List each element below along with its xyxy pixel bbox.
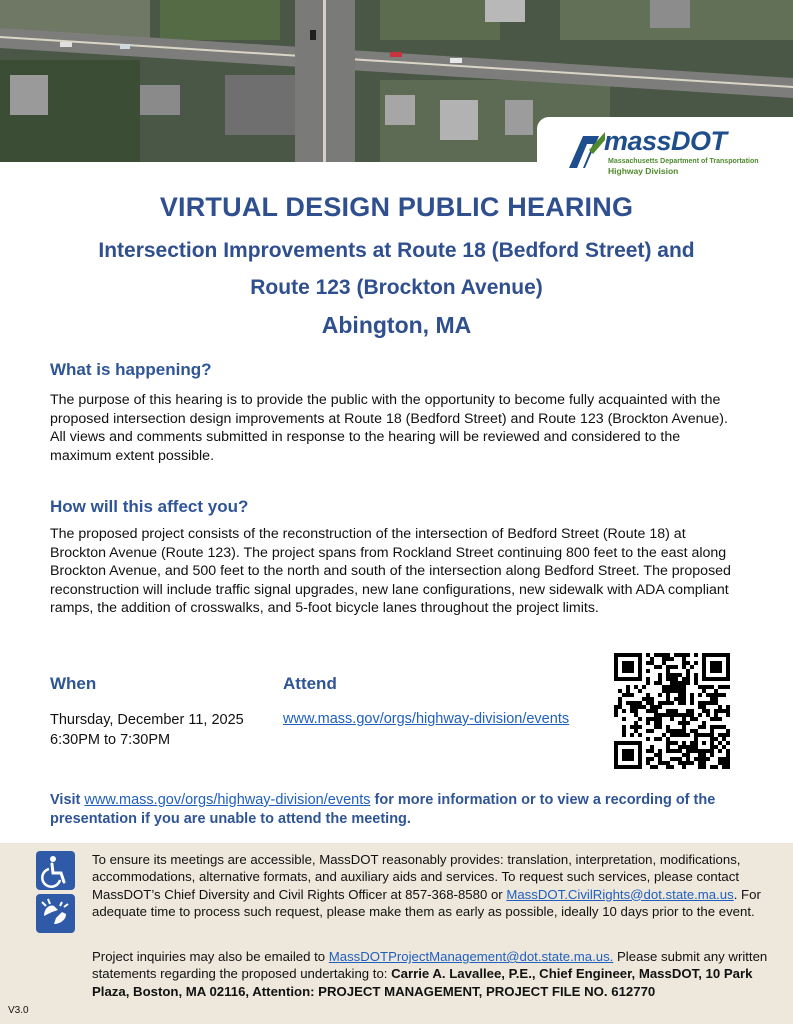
page-title: VIRTUAL DESIGN PUBLIC HEARING bbox=[159, 192, 634, 222]
how-affect-heading: How will this affect you? bbox=[50, 497, 249, 516]
visit-prefix: Visit bbox=[50, 792, 85, 808]
visit-link[interactable]: www.mass.gov/orgs/highway-division/events bbox=[84, 792, 371, 808]
accessibility-text-end: . For adequate time to process such request, please make them as early as possible, ideally 10 days prior to the event. bbox=[92, 886, 761, 919]
attend-link[interactable]: www.mass.gov/orgs/highway-division/events bbox=[283, 711, 570, 727]
subtitle-line-2: Route 123 (Brockton Avenue) bbox=[250, 276, 543, 299]
qr-code[interactable] bbox=[614, 653, 730, 769]
what-is-happening-body: The purpose of this hearing is to provide the public with the opportunity to become fully acquainted with the proposed intersection design improvements at Route 18 (Bedford Street) and Route 123 (Brockton Avenue). All views and comments submitted in response to the hearing will be reviewed and considered to the maximum extent possible. bbox=[50, 392, 728, 464]
inquiries-prefix: Project inquiries may also be emailed to bbox=[92, 949, 329, 964]
logo-division: Highway Division bbox=[608, 166, 679, 176]
location-title: Abington, MA bbox=[321, 312, 472, 338]
accessibility-text: To ensure its meetings are accessible, MassDOT reasonably provides: translation, interpretation, modifications, accommodations, alternative formats, and auxiliary aids and services. To request such services, please contact MassDOT’s Chief Diversity and Civil Rights Officer at 857-368-8580 or bbox=[92, 852, 741, 902]
when-heading: When bbox=[50, 674, 97, 693]
civil-rights-email-link[interactable]: MassDOT.CivilRights@dot.state.ma.us bbox=[506, 886, 734, 902]
what-is-happening-heading: What is happening? bbox=[50, 360, 212, 379]
sign-language-icon bbox=[36, 894, 75, 933]
massdot-logo bbox=[604, 128, 727, 155]
project-inquiries bbox=[92, 948, 772, 1000]
subtitle-line-1: Intersection Improvements at Route 18 (Bedford Street) and bbox=[98, 239, 695, 262]
how-affect-body: The proposed project consists of the reconstruction of the intersection of Bedford Street (Route 18) at Brockton Avenue (Route 123). The project spans from Rockland Street continuing 800 feet to the east along Brockton Avenue, and 500 feet to the north and south of the intersection along Bedford Street. The proposed reconstruction will include traffic signal upgrades, new lane configurations, new sidewalk with ADA compliant ramps, the addition of crosswalks, and 5-foot bicycle lanes throughout the project limits. bbox=[50, 526, 731, 616]
accessibility-statement bbox=[92, 851, 772, 920]
attend-heading: Attend bbox=[283, 674, 337, 693]
wheelchair-icon bbox=[36, 851, 75, 890]
massdot-logo-icon bbox=[565, 130, 605, 175]
logo-department: Massachusetts Department of Transportation bbox=[608, 158, 759, 165]
inquiries-middle: Please submit any written statements regarding the proposed undertaking to: bbox=[92, 949, 768, 982]
visit-suffix: for more information or to view a recording of the presentation if you are unable to attend the meeting. bbox=[50, 792, 716, 827]
mailing-address: Carrie A. Lavallee, P.E., Chief Engineer, MassDOT, 10 Park Plaza, Boston, MA 02116, Attention: PROJECT MANAGEMENT, PROJECT FILE NO. 612770 bbox=[92, 966, 753, 999]
event-date: Thursday, December 11, 2025 bbox=[50, 712, 244, 728]
event-time: 6:30PM to 7:30PM bbox=[50, 732, 171, 748]
project-email-link[interactable]: MassDOTProjectManagement@dot.state.ma.us. bbox=[328, 949, 614, 964]
version-label: V3.0 bbox=[8, 1005, 29, 1016]
visit-info bbox=[50, 791, 750, 829]
logo-brand: massDOT bbox=[604, 126, 727, 156]
